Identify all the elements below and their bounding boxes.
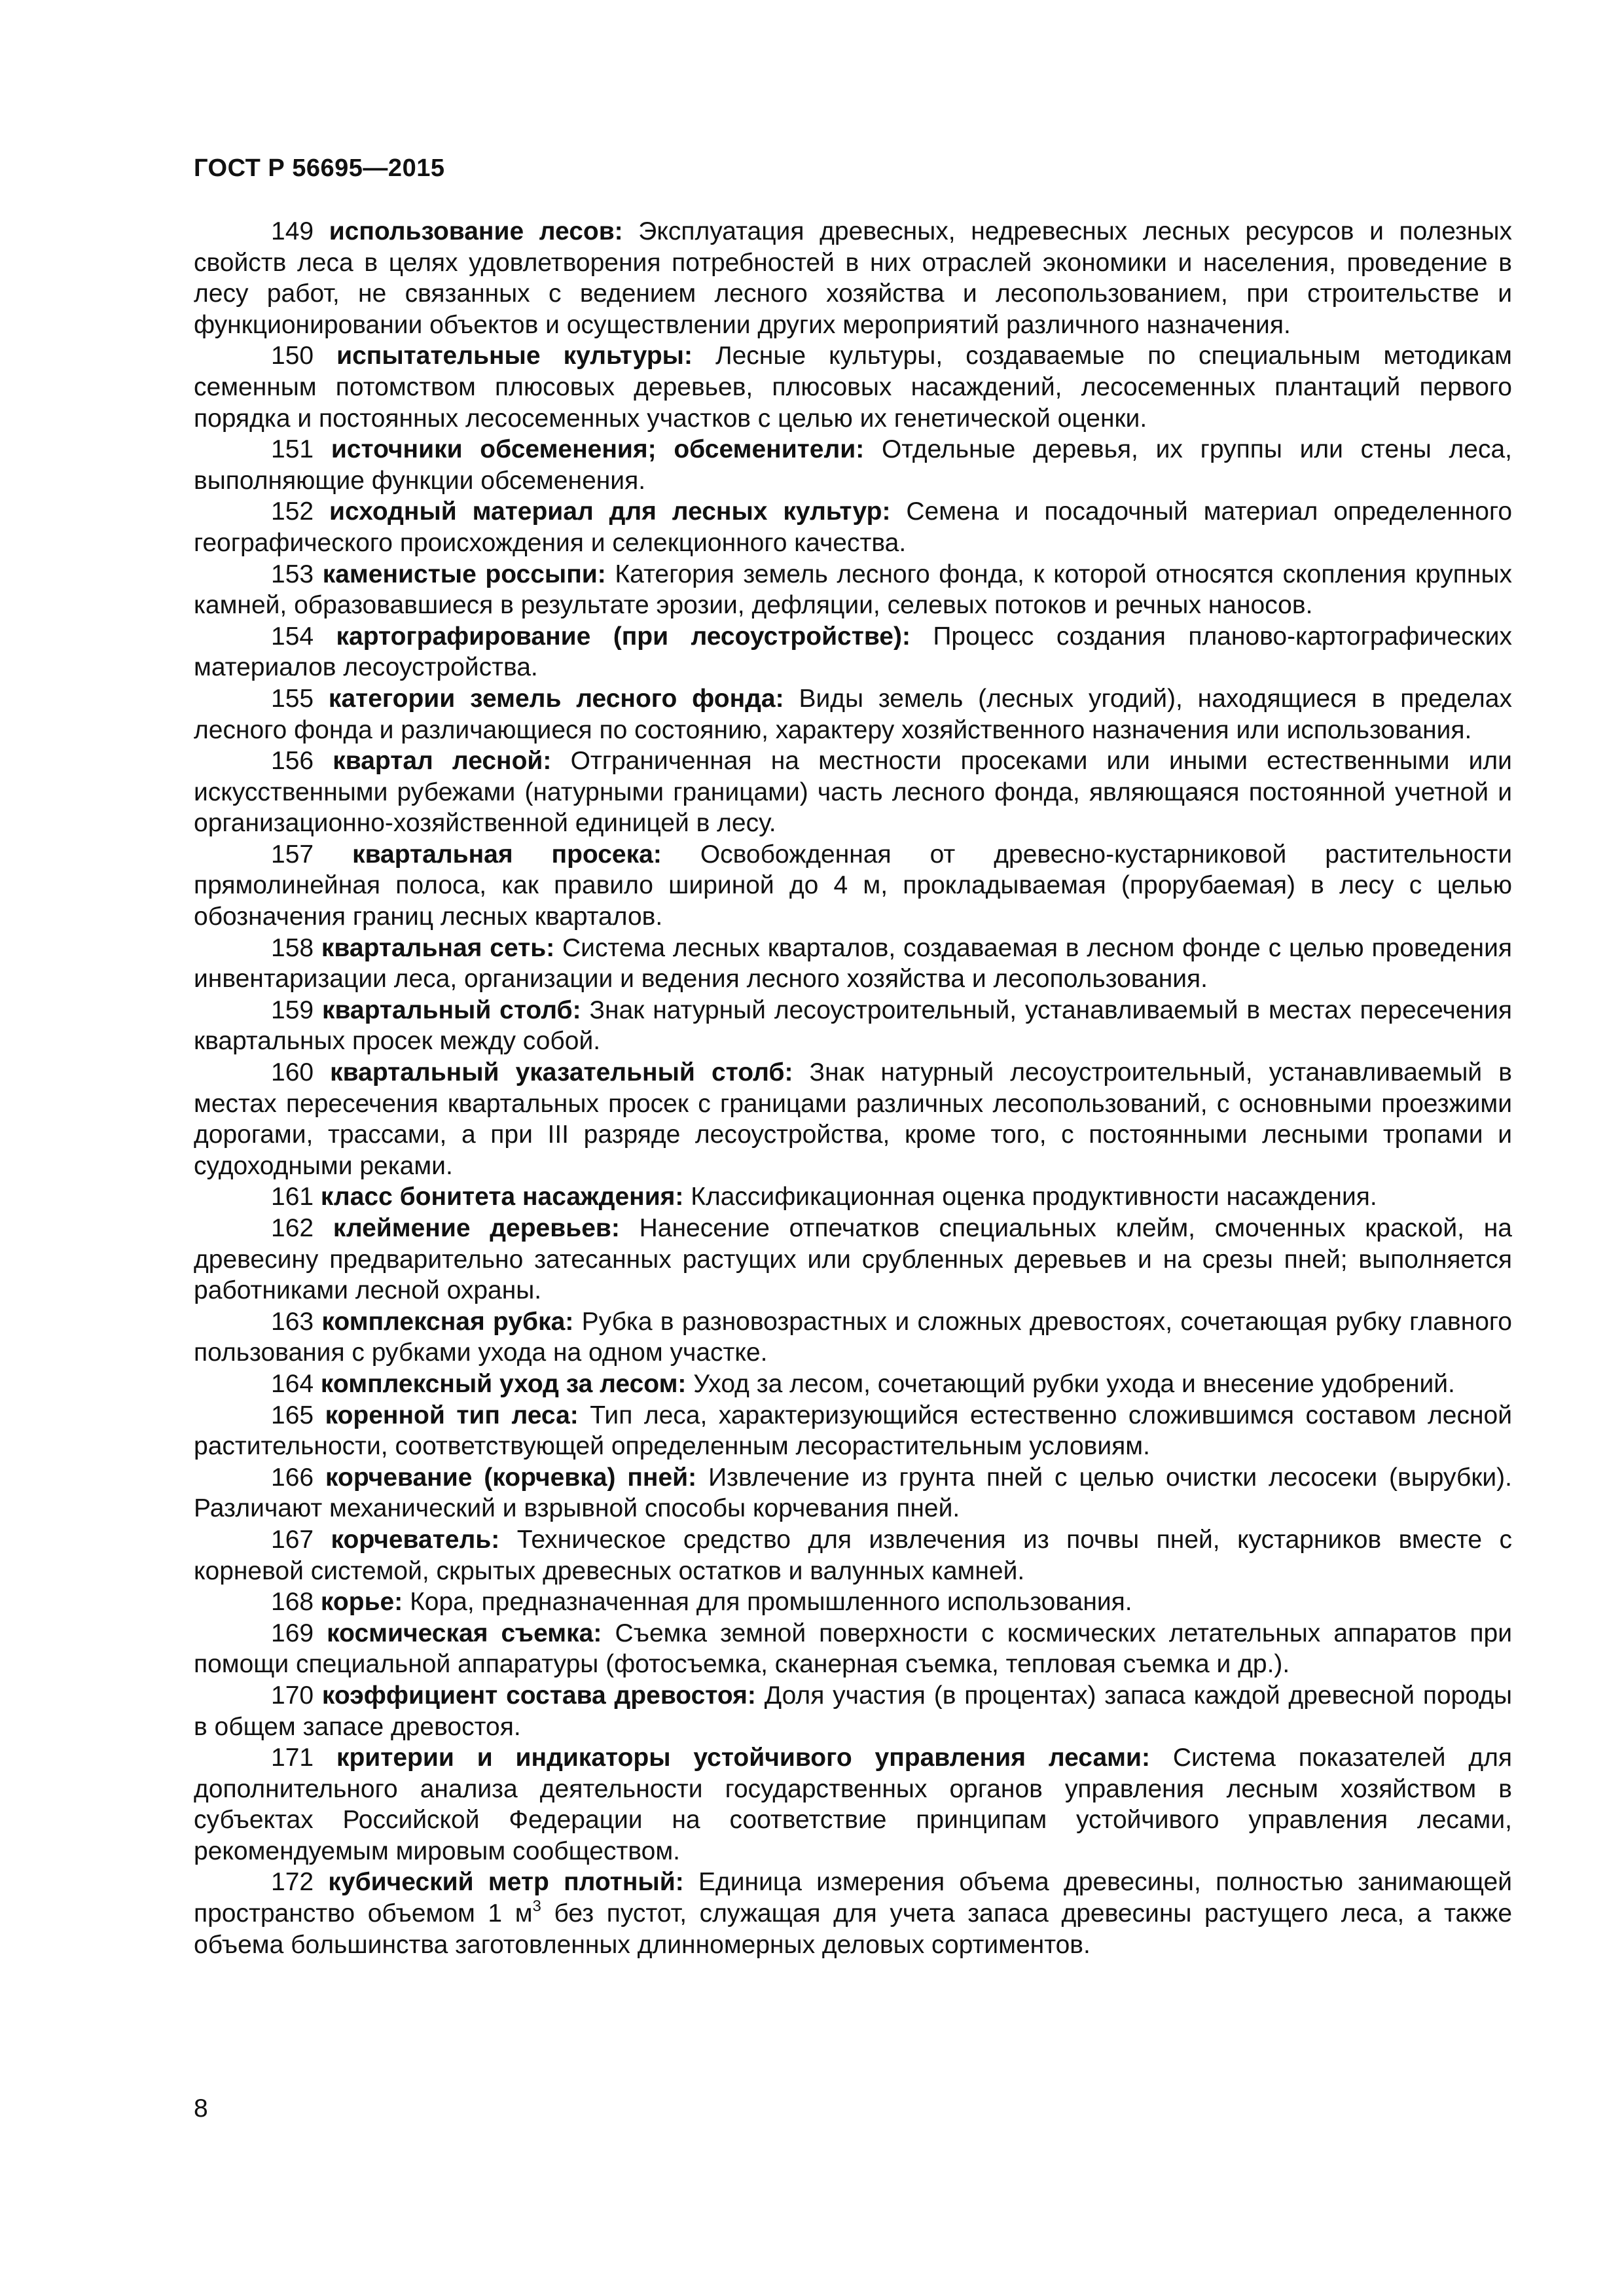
term-definition-continued: без пустот, служащая для учета запаса древесины растущего леса, а также объема большинства заготовленных длинномерных деловых сортиментов.	[194, 1899, 1513, 1959]
term-title: категории земель лесного фонда:	[328, 684, 784, 713]
page-number: 8	[194, 2094, 208, 2123]
term-title: комплексный уход за лесом:	[320, 1369, 687, 1398]
term-number: 154	[271, 622, 314, 651]
term-definition: Отдельные деревья, их группы или стены леса, выполняющие функции обсеменения.	[194, 435, 1512, 495]
term-number: 153	[271, 560, 314, 588]
term-entry-165	[194, 1400, 1512, 1462]
term-number: 172	[271, 1868, 314, 1897]
term-definition: Семена и посадочный материал определенного географического происхождения и селекционного качества.	[194, 497, 1513, 557]
superscript-cubed: 3	[532, 1897, 541, 1916]
term-title: корье:	[320, 1588, 403, 1617]
term-entry-170	[194, 1680, 1512, 1742]
term-number: 150	[271, 342, 314, 370]
term-definition: Знак натурный лесоустроительный, устанавливаемый в местах пересечения квартальных просек между собой.	[194, 996, 1512, 1056]
term-entry-162	[194, 1213, 1512, 1306]
term-number: 167	[271, 1525, 314, 1554]
term-entry-161	[194, 1181, 1512, 1213]
term-number: 151	[271, 435, 314, 464]
term-definition: Лесные культуры, создаваемые по специальным методикам семенным потомством плюсовых деревьев, плюсовых насаждений, лесосеменных плантаций первого порядка и постоянных лесосеменных участков с целью их генетической оценки.	[194, 342, 1512, 433]
term-entry-172	[194, 1867, 1512, 1960]
term-entry-166	[194, 1462, 1512, 1524]
term-definition: Рубка в разновозрастных и сложных древостоях, сочетающая рубку главного пользования с рубками ухода на одном участке.	[194, 1307, 1512, 1367]
term-number: 169	[271, 1619, 314, 1647]
term-number: 162	[271, 1214, 314, 1242]
term-entry-169	[194, 1618, 1512, 1680]
term-definition: Виды земель (лесных угодий), находящиеся в пределах лесного фонда и различающиеся по состоянию, характеру хозяйственного назначения или использования.	[194, 684, 1512, 744]
term-definition: Освобожденная от древесно-кустарниковой растительности прямолинейная полоса, как правило шириной до 4 м, прокладываемая (прорубаемая) в лесу с целью обозначения границ лесных кварталов.	[194, 840, 1512, 931]
term-entry-153	[194, 559, 1512, 621]
term-number: 171	[271, 1744, 314, 1772]
term-definition: Система лесных кварталов, создаваемая в лесном фонде с целью проведения инвентаризации леса, организации и ведения лесного хозяйства и лесопользования.	[194, 933, 1512, 994]
term-entry-152	[194, 496, 1512, 558]
term-definition: Отграниченная на местности просеками или иными естественными или искусственными рубежами (натурными границами) часть лесного фонда, являющаяся постоянной учетной и организационно-хозяйственной единицей в лесу.	[194, 747, 1512, 838]
term-number: 165	[271, 1401, 314, 1429]
term-definition: Тип леса, характеризующийся естественно сложившимся составом лесной растительности, соответствующей определенным лесорастительным условиям.	[194, 1401, 1512, 1461]
term-title: клеймение деревьев:	[333, 1214, 620, 1242]
term-number: 161	[271, 1183, 314, 1211]
term-entry-163	[194, 1306, 1512, 1369]
term-title: каменистые россыпи:	[322, 560, 606, 588]
term-number: 156	[271, 747, 314, 776]
term-title: коренной тип леса:	[325, 1401, 579, 1429]
term-definition: Единица измерения объема древесины, полностью занимающей пространство объемом 1 м	[194, 1868, 1512, 1928]
term-number: 157	[271, 840, 314, 869]
term-title: коэффициент состава древостоя:	[321, 1681, 756, 1710]
term-entry-155	[194, 683, 1512, 745]
term-number: 168	[271, 1588, 314, 1617]
term-title: класс бонитета насаждения:	[320, 1183, 684, 1211]
term-entry-150	[194, 340, 1512, 434]
term-title: квартальная просека:	[352, 840, 662, 869]
term-number: 170	[271, 1681, 314, 1710]
term-title: квартал лесной:	[333, 747, 552, 776]
term-number: 155	[271, 684, 314, 713]
term-definition: Эксплуатация древесных, недревесных лесных ресурсов и полезных свойств леса в целях удовлетворения потребностей в них отраслей экономики и населения, проведение в лесу работ, не связанных с ведением лесного хозяйства и лесопользованием, при строительстве и функционировании объектов и осуществлении других мероприятий различного назначения.	[194, 217, 1512, 339]
term-entry-151	[194, 434, 1512, 496]
term-title: испытательные культуры:	[336, 342, 693, 370]
term-number: 164	[271, 1369, 314, 1398]
term-number: 166	[271, 1463, 314, 1492]
terms-list	[194, 216, 1512, 1960]
term-title: комплексная рубка:	[321, 1307, 574, 1336]
term-definition: Категория земель лесного фонда, к которой относятся скопления крупных камней, образовавшиеся в результате эрозии, дефляции, селевых потоков и речных наносов.	[194, 560, 1512, 620]
term-title: квартальный столб:	[321, 996, 581, 1024]
term-title: критерии и индикаторы устойчивого управления лесами:	[336, 1744, 1150, 1772]
term-entry-154	[194, 621, 1512, 683]
term-definition: Знак натурный лесоустроительный, устанавливаемый в местах пересечения квартальных просек с границами различных лесопользований, с основными проезжими дорогами, трассами, а при III разряде лесоустройства, кроме того, с постоянными лесными тропами и судоходными реками.	[194, 1058, 1512, 1180]
term-title: квартальный указательный столб:	[330, 1058, 793, 1087]
term-entry-156	[194, 745, 1512, 839]
term-entry-159	[194, 995, 1512, 1057]
term-definition: Кора, предназначенная для промышленного использования.	[410, 1588, 1132, 1617]
term-title: использование лесов:	[329, 217, 623, 245]
term-entry-158	[194, 933, 1512, 995]
term-title: космическая съемка:	[327, 1619, 602, 1647]
term-title: источники обсеменения; обсеменители:	[331, 435, 865, 464]
term-entry-157	[194, 839, 1512, 933]
term-number: 152	[271, 497, 314, 526]
term-entry-167	[194, 1524, 1512, 1587]
term-definition: Нанесение отпечатков специальных клейм, смоченных краской, на древесину предварительно затесанных растущих или срубленных деревьев и на срезы пней; выполняется работниками лесной охраны.	[194, 1214, 1512, 1305]
term-number: 158	[271, 933, 314, 962]
term-entry-164	[194, 1369, 1512, 1400]
term-definition: Доля участия (в процентах) запаса каждой древесной породы в общем запасе древостоя.	[194, 1681, 1512, 1741]
term-entry-168	[194, 1587, 1512, 1618]
term-definition: Уход за лесом, сочетающий рубки ухода и внесение удобрений.	[693, 1369, 1455, 1398]
term-definition: Извлечение из грунта пней с целью очистки лесосеки (вырубки). Различают механический и взрывной способы корчевания пней.	[194, 1463, 1512, 1523]
term-definition: Техническое средство для извлечения из почвы пней, кустарников вместе с корневой системой, скрытых древесных остатков и валунных камней.	[194, 1525, 1513, 1585]
term-number: 160	[271, 1058, 314, 1087]
term-definition: Съемка земной поверхности с космических летательных аппаратов при помощи специальной аппаратуры (фотосъемка, сканерная съемка, тепловая съемка и др.).	[194, 1619, 1513, 1679]
term-definition: Процесс создания планово-картографических материалов лесоустройства.	[194, 622, 1512, 682]
term-entry-160	[194, 1057, 1512, 1181]
term-title: картографирование (при лесоустройстве):	[336, 622, 911, 651]
term-number: 159	[271, 996, 314, 1024]
term-title: исходный материал для лесных культур:	[329, 497, 891, 526]
term-title: квартальная сеть:	[321, 933, 555, 962]
term-entry-171	[194, 1742, 1512, 1867]
term-title: корчевание (корчевка) пней:	[325, 1463, 697, 1492]
term-definition: Система показателей для дополнительного анализа деятельности государственных органов управления лесным хозяйством в субъектах Российской Федерации на соответствие принципам устойчивого управления лесами, рекомендуемым мировым сообществом.	[194, 1744, 1512, 1865]
document-code: ГОСТ Р 56695—2015	[194, 154, 445, 182]
term-title: кубический метр плотный:	[328, 1868, 684, 1897]
term-title: корчеватель:	[331, 1525, 500, 1554]
term-definition: Классификационная оценка продуктивности насаждения.	[691, 1183, 1377, 1211]
term-entry-149	[194, 216, 1512, 340]
term-number: 163	[271, 1307, 314, 1336]
term-number: 149	[271, 217, 314, 245]
